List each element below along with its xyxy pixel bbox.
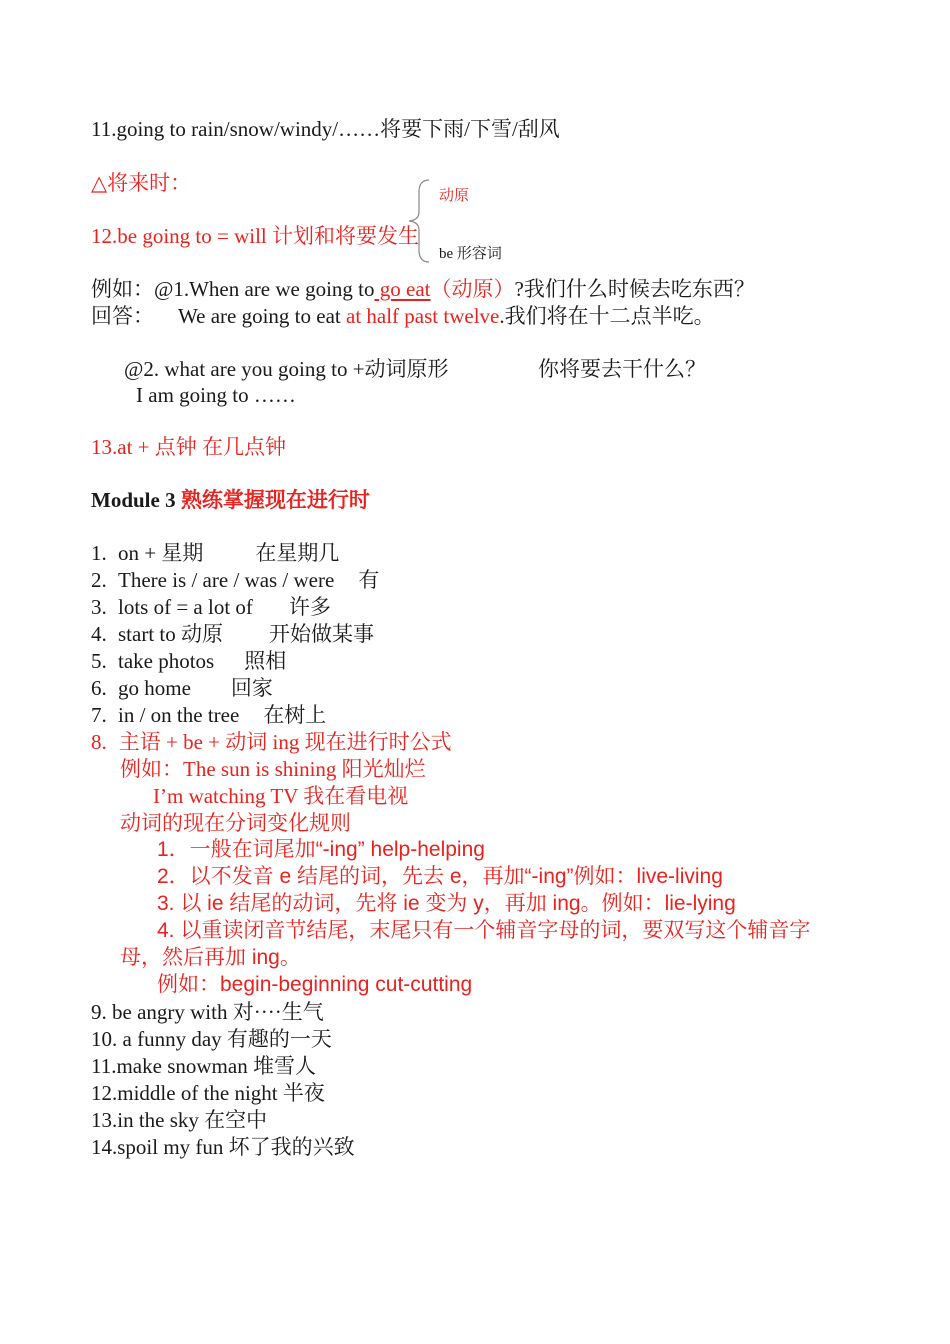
curly-brace <box>405 178 435 264</box>
list-item-8: 8. 主语 + be + 动词 ing 现在进行时公式 <box>91 730 452 754</box>
rule-1: 1．一般在词尾加“-ing” help-helping <box>157 838 485 861</box>
rules-heading: 动词的现在分词变化规则 <box>120 811 351 835</box>
rule-4-line1: 4. 以重读闭音节结尾，末尾只有一个辅音字母的词，要双写这个辅音字 <box>157 919 811 942</box>
module-title: 熟练掌握现在进行时 <box>180 488 370 512</box>
list-item: 14.spoil my fun 坏了我的兴致 <box>91 1135 355 1159</box>
example-1-tail: ?我们什么时候去吃东西？ <box>514 277 755 301</box>
example-2-left: @2. what are you going to +动词原形 <box>124 357 449 381</box>
rule-4-example: 例如：begin-beginning cut-cutting <box>157 973 473 996</box>
list-item: 6. go home 回家 <box>91 676 273 700</box>
answer-tail: .我们将在十二点半吃。 <box>499 304 715 328</box>
future-tense-heading: △将来时： <box>91 171 192 195</box>
list-item: 11.make snowman 堆雪人 <box>91 1054 316 1078</box>
module-heading <box>91 487 370 513</box>
answer-time: at half past twelve <box>346 304 500 328</box>
brace-label-bottom: be 形容词 <box>439 246 502 262</box>
example-1-underlined: go eat <box>374 277 431 301</box>
line-13: 13.at + 点钟 在几点钟 <box>91 435 286 459</box>
answer-line <box>91 303 715 329</box>
list-item: 5. take photos 照相 <box>91 649 287 673</box>
list-item: 13.in the sky 在空中 <box>91 1108 268 1132</box>
answer-text: We are going to eat <box>178 304 346 328</box>
line-12: 12.be going to = will 计划和将要发生 <box>91 224 420 248</box>
list-item: 4. start to 动原 开始做某事 <box>91 622 374 646</box>
list-item: 3. lots of = a lot of 许多 <box>91 595 331 619</box>
item-8-example-1: 例如：The sun is shining 阳光灿烂 <box>120 757 426 781</box>
example-1-prefix: 例如：@1.When are we going to <box>91 277 375 301</box>
list-item: 12.middle of the night 半夜 <box>91 1081 325 1105</box>
list-item: 1. on + 星期 在星期几 <box>91 541 340 565</box>
example-1 <box>91 276 755 302</box>
line-11: 11.going to rain/snow/windy/……将要下雨/下雪/刮风 <box>91 117 560 141</box>
item-8-example-2: I’m watching TV 我在看电视 <box>153 784 409 808</box>
list-item: 9. be angry with 对····生气 <box>91 1000 324 1024</box>
rule-2: 2．以不发音 e 结尾的词，先去 e，再加“-ing”例如：live-living <box>157 865 723 888</box>
list-item: 10. a funny day 有趣的一天 <box>91 1027 332 1051</box>
example-2-right: 你将要去干什么？ <box>538 357 706 381</box>
list-item: 2. There is / are / was / were 有 <box>91 568 380 592</box>
rule-3: 3. 以 ie 结尾的动词，先将 ie 变为 y，再加 ing。例如：lie-lying <box>157 892 736 915</box>
rule-4-line2: 母，然后再加 ing。 <box>120 946 301 969</box>
example-2-line2: I am going to …… <box>136 383 296 407</box>
answer-prefix: 回答： <box>91 304 154 328</box>
brace-label-top: 动原 <box>439 188 470 204</box>
list-item: 7. in / on the tree 在树上 <box>91 703 327 727</box>
module-label: Module 3 <box>91 488 181 512</box>
example-1-paren: （动原） <box>430 277 515 301</box>
